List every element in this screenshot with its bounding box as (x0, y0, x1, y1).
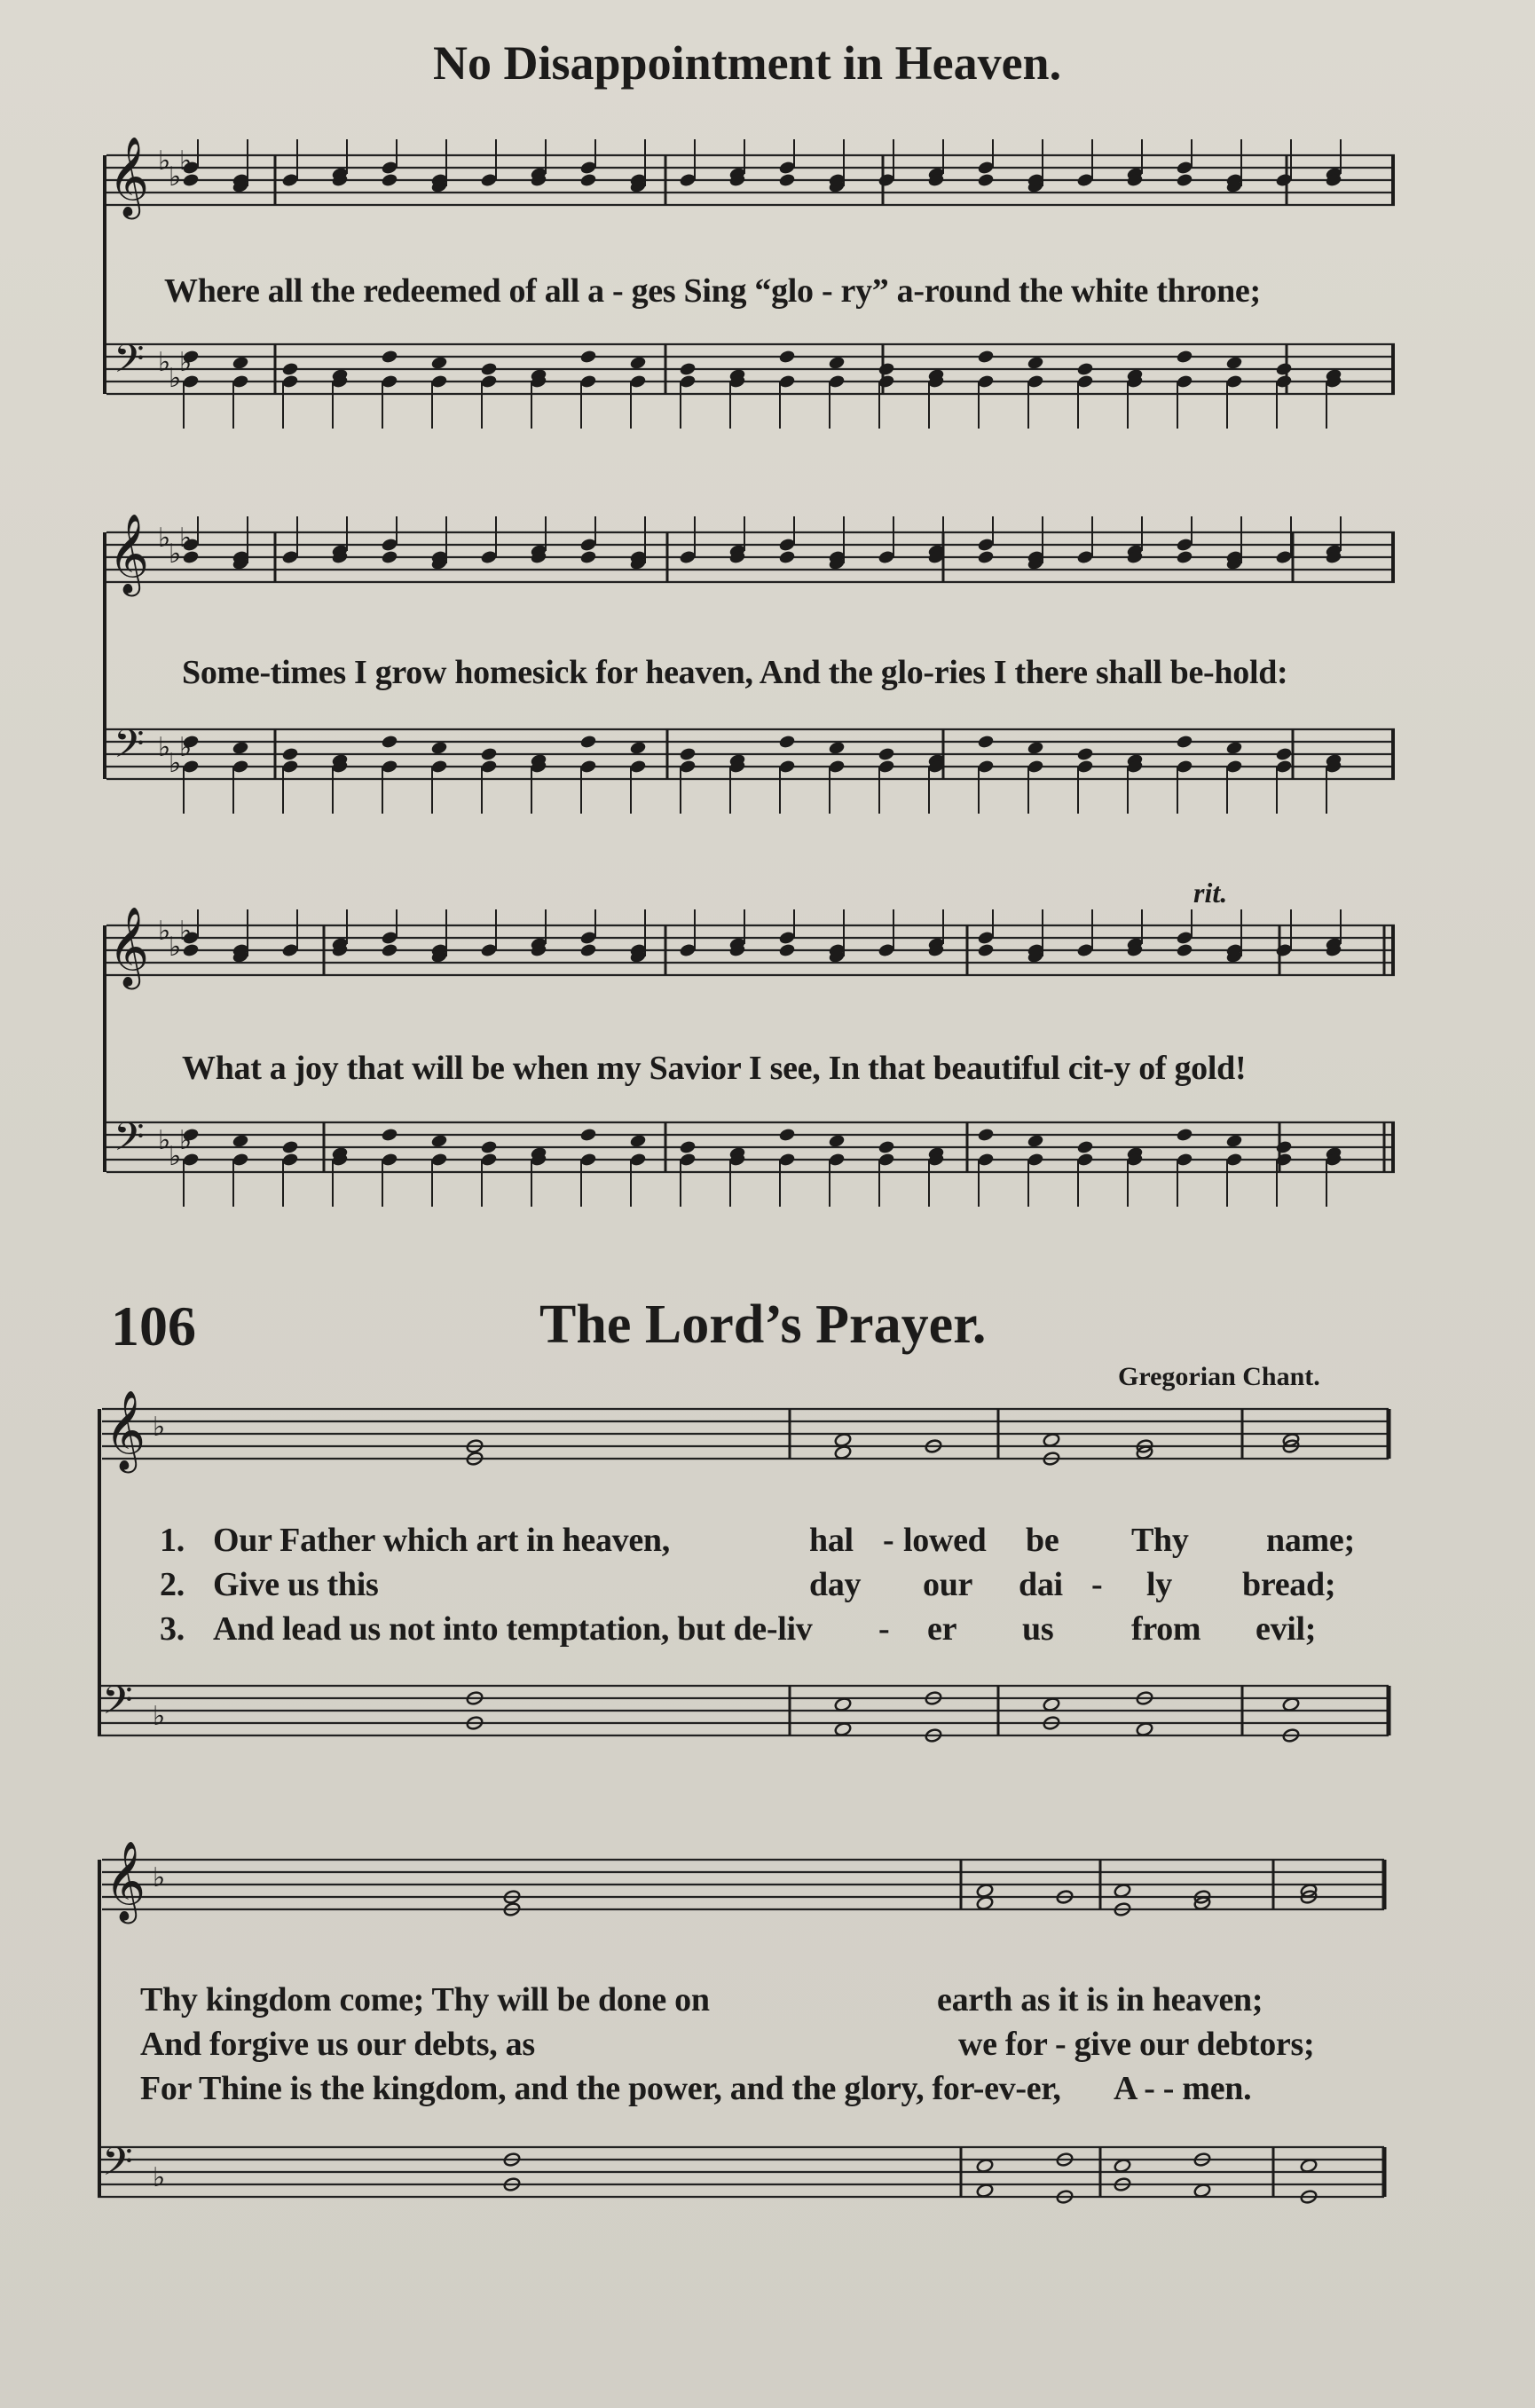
flat-sign: ♭ (179, 732, 193, 763)
quarter-note (579, 549, 597, 564)
quarter-note (381, 1127, 398, 1142)
quarter-note (778, 1127, 796, 1142)
flat-sign: ♭ (179, 523, 193, 554)
quarter-note (281, 1139, 299, 1154)
flat-sign: ♭ (179, 146, 193, 177)
flat-sign: ♭ (158, 347, 171, 378)
verse-number: 1. (160, 1522, 185, 1559)
ritardando-marking: rit. (1193, 877, 1228, 909)
quarter-note (1176, 172, 1193, 187)
verse-syllable: - (1091, 1566, 1103, 1603)
flat-sign: ♭ (169, 161, 182, 193)
quarter-note (1076, 746, 1094, 761)
verse-text: Our Father which art in heaven, (213, 1522, 670, 1559)
flat-sign: ♭ (179, 1125, 193, 1156)
bass-clef: 𝄢 (102, 1677, 133, 1733)
verse-text: For Thine is the kingdom, and the power, and the glory, for-ev-er, (140, 2070, 1061, 2107)
quarter-note (977, 172, 995, 187)
verse-syllable: ly (1146, 1566, 1172, 1603)
quarter-note (679, 746, 697, 761)
quarter-note (679, 361, 697, 376)
hymn-number: 106 (111, 1294, 196, 1357)
quarter-note (1176, 942, 1193, 957)
verse-text: And forgive us our debts, as (140, 2026, 535, 2063)
bass-clef: 𝄢 (102, 2138, 133, 2194)
verse-text: Give us this (213, 1566, 379, 1603)
verse-syllable: evil; (1256, 1610, 1317, 1648)
flat-sign: ♭ (169, 748, 182, 779)
flat-sign: ♭ (158, 1125, 171, 1156)
quarter-note (1176, 734, 1193, 749)
hymn-106-title: The Lord’s Prayer. (539, 1294, 987, 1355)
flat-sign: ♭ (153, 1862, 166, 1893)
verse-syllable: our (923, 1566, 973, 1603)
flat-sign: ♭ (179, 347, 193, 378)
quarter-note (1176, 349, 1193, 364)
quarter-note (977, 549, 995, 564)
verse-syllable: - (878, 1610, 890, 1648)
quarter-note (381, 549, 398, 564)
quarter-note (778, 172, 796, 187)
flat-sign: ♭ (158, 732, 171, 763)
treble-clef: 𝄞 (105, 1841, 146, 1921)
quarter-note (381, 734, 398, 749)
quarter-note (480, 746, 498, 761)
verse-text-end: A - - men. (1114, 2070, 1252, 2107)
verse-number: 2. (160, 1566, 185, 1603)
flat-sign: ♭ (169, 539, 182, 570)
verse-syllable: dai (1019, 1566, 1063, 1603)
quarter-note (778, 942, 796, 957)
verse-syllable: hal (809, 1522, 854, 1559)
quarter-note (679, 1139, 697, 1154)
quarter-note (977, 1127, 995, 1142)
verse-syllable: name; (1266, 1522, 1355, 1559)
quarter-note (778, 734, 796, 749)
barlines (99, 155, 1393, 2197)
quarter-note (381, 172, 398, 187)
quarter-note (878, 361, 895, 376)
treble-clef: 𝄞 (105, 1390, 146, 1470)
verse-syllable: be (1026, 1522, 1059, 1559)
quarter-note (778, 549, 796, 564)
quarter-note (480, 361, 498, 376)
quarter-note (977, 942, 995, 957)
verse-syllable: bread; (1242, 1566, 1336, 1603)
clefs (102, 137, 192, 2194)
flat-sign: ♭ (179, 916, 193, 947)
verse-syllable: er (927, 1610, 957, 1648)
flat-sign: ♭ (158, 146, 171, 177)
flat-sign: ♭ (158, 916, 171, 947)
treble-clef: 𝄞 (108, 137, 150, 216)
quarter-note (977, 349, 995, 364)
quarter-note (579, 349, 597, 364)
quarter-note (480, 1139, 498, 1154)
flat-sign: ♭ (153, 1412, 166, 1443)
lyric-line-1: Where all the redeemed of all a - ges Sing “glo - ry” a-round the white throne; (164, 272, 1261, 310)
quarter-note (1275, 361, 1293, 376)
bass-clef: 𝄢 (114, 720, 145, 776)
quarter-note (1176, 1127, 1193, 1142)
verse-syllable: us (1022, 1610, 1054, 1648)
quarter-note (1076, 1139, 1094, 1154)
verse-text-end: earth as it is in heaven; (937, 1981, 1263, 2018)
verse-syllable: from (1131, 1610, 1201, 1648)
verse-syllable: - (883, 1522, 894, 1559)
treble-clef: 𝄞 (108, 907, 150, 987)
quarter-note (778, 349, 796, 364)
quarter-note (579, 734, 597, 749)
flat-sign: ♭ (153, 1701, 166, 1732)
verse-text: And lead us not into temptation, but de-liv (213, 1610, 813, 1648)
quarter-note (579, 172, 597, 187)
hymn-title: No Disappointment in Heaven. (433, 36, 1062, 90)
quarter-note (1176, 549, 1193, 564)
verse-text: Thy kingdom come; Thy will be done on (140, 1981, 710, 2018)
quarter-note (281, 746, 299, 761)
flat-sign: ♭ (153, 2162, 166, 2193)
quarter-note (579, 1127, 597, 1142)
verse-syllable: Thy (1131, 1522, 1189, 1559)
quarter-note (878, 746, 895, 761)
verse-text-end: we for - give our debtors; (958, 2026, 1315, 2063)
bass-clef: 𝄢 (114, 1114, 145, 1169)
staff-lines (98, 155, 1395, 2197)
bass-clef: 𝄢 (114, 335, 145, 391)
verse-syllable: lowed (903, 1522, 987, 1559)
quarter-note (1076, 361, 1094, 376)
attribution: Gregorian Chant. (1118, 1362, 1320, 1391)
treble-clef: 𝄞 (108, 514, 150, 594)
quarter-note (579, 942, 597, 957)
quarter-note (878, 1139, 895, 1154)
lyric-line-3: What a joy that will be when my Savior I see, In that beautiful cit-y of gold! (182, 1050, 1247, 1087)
flat-sign: ♭ (158, 523, 171, 554)
verse-syllable: day (809, 1566, 862, 1603)
flat-sign: ♭ (169, 1141, 182, 1172)
quarter-note (381, 942, 398, 957)
quarter-note (977, 734, 995, 749)
quarter-note (281, 361, 299, 376)
lyric-line-2: Some-times I grow homesick for heaven, And the glo-ries I there shall be-hold: (182, 654, 1288, 691)
verse-number: 3. (160, 1610, 185, 1648)
quarter-note (1275, 746, 1293, 761)
flat-sign: ♭ (169, 932, 182, 963)
flat-sign: ♭ (169, 363, 182, 394)
quarter-note (381, 349, 398, 364)
quarter-note (1275, 1139, 1293, 1154)
